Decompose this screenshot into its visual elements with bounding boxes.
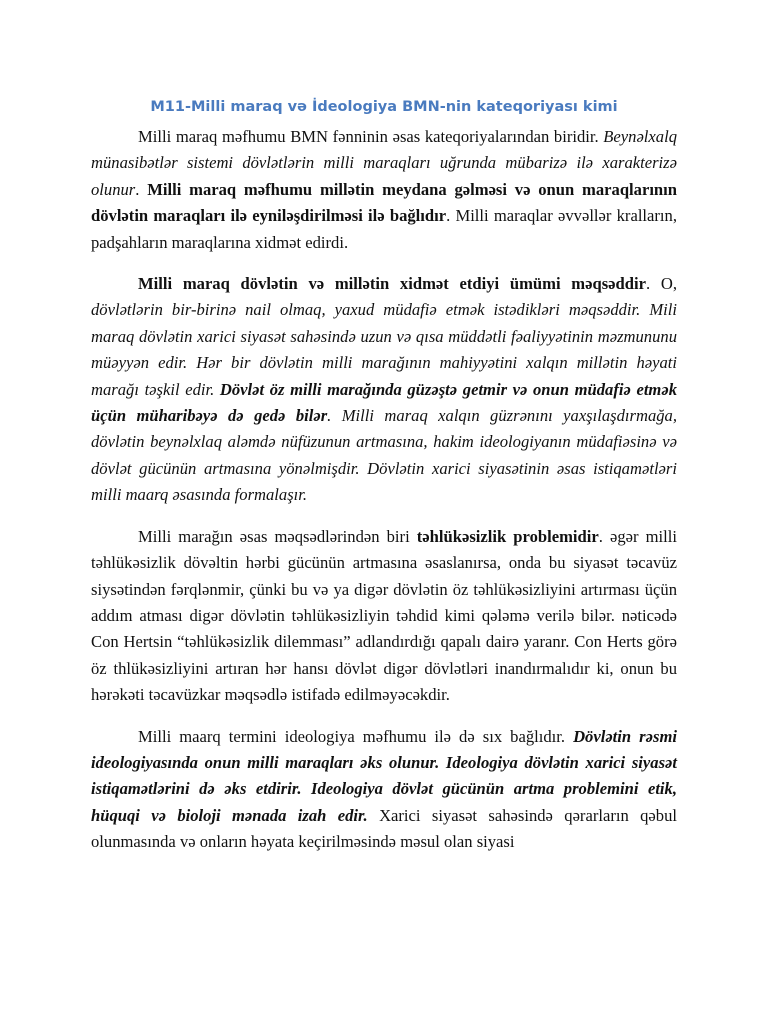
- document-page: [91, 96, 677, 871]
- text-run: . O,: [645, 274, 677, 294]
- text-run: Milli maraq məfhumu BMN fənninin əsas kateqoriyalarından biridir.: [138, 127, 604, 146]
- bold-text-run: təhlükəsizlik problemidir: [416, 526, 599, 546]
- bold-text-run: Milli maraq dövlətin və millətin xidmət etdiyi ümümi məqsəddir: [138, 274, 646, 294]
- document-title: M11-Milli maraq və İdeologiya BMN-nin kateqoriyası kimi: [150, 99, 618, 115]
- bold-text-run: Milli maraq məfhumu millətin meydana gəlməsi və onun maraqlarının dövlətin maraqları ilə eyniləşdirilməsi ilə bağlıdır: [91, 179, 678, 226]
- italic-text-run: Beynəlxalq münasibətlər sistemi dövlətlərin milli maraqları uğrunda mübarizə ilə xarakterizə olunur: [91, 127, 677, 199]
- text-run: . əgər milli təhlükəsizlik dövəltin hərbi gücünün artmasına əsaslanırsa, onda bu siyasət təcavüz siysətindən fərqlənmir, çünki bu və ya digər dövlətin öz təhlükəsizliyini artırması üçün addım atması digər dövlətin təhlükəsizliyin təhdid kimi qələmə verilə bilər. nəticədə Con Hertsin “təhlükəsizlik dilemması” adlandırdığı qapalı dairə yaranr. Con Herts görə öz thlükəsizliyini artıran hər hansı dövlət digər dövlətləri inandırmalıdır ki, onun bu hərəkəti təcavüzkar məqsədlə istifadə edilməyəcəkdir.: [91, 526, 677, 705]
- text-run: .: [135, 179, 148, 199]
- text-run: Milli maarq termini ideologiya məfhumu ilə də sıx bağlıdır.: [138, 726, 574, 746]
- text-run: Xarici siyasət sahəsində qərarların qəbul olunmasında və onların həyata keçirilməsində məsul olan siyasi: [91, 805, 677, 852]
- paragraph: [91, 271, 677, 509]
- text-run: . Milli maraqlar əvvəllər kralların, padşahların maraqlarına xidmət edirdi.: [91, 206, 677, 252]
- document-body: [91, 124, 677, 856]
- paragraph: [91, 524, 677, 709]
- italic-text-run: . Milli maraq xalqın güzrənını yaxşılaşdırmağa, dövlətin beynəlxlaq aləmdə nüfüzunun artmasına, hakim ideologiyanın müdafiəsinə və dövlət gücünün artmasına yönəlmişdir. Dövlətin xarici siyasətinin əsas istiqamətləri milli maarq əsasında formalaşır.: [91, 406, 678, 505]
- paragraph: [91, 724, 677, 856]
- bold-italic-text-run: Dövlətin rəsmi ideologiyasında onun milli maraqları əks olunur. Ideologiya dövlətin xarici siyasət istiqamətlərini də əks etdirir. Ideologiya dövlət gücünün artma problemini etik, hüquqi və bioloji mənada izah edir.: [91, 726, 677, 825]
- paragraph: [91, 124, 677, 256]
- bold-italic-text-run: Dövlət öz milli marağında güzəştə getmir və onun müdafiə etmək üçün müharibəyə də gedə bilər: [91, 379, 678, 426]
- italic-text-run: dövlətlərin bir-birinə nail olmaq, yaxud müdafiə etmək istədikləri məqsəddir. Mili maraq dövlətin xarici siyasət sahəsində uzun və qısa müddətli fəaliyyətinin məzmununu müəyyən edir. Hər bir dövlətin milli marağının mahiyyətini xalqın millətin həyati marağı təşkil edir.: [91, 300, 677, 399]
- text-run: Milli marağın əsas məqsədlərindən biri: [138, 526, 417, 546]
